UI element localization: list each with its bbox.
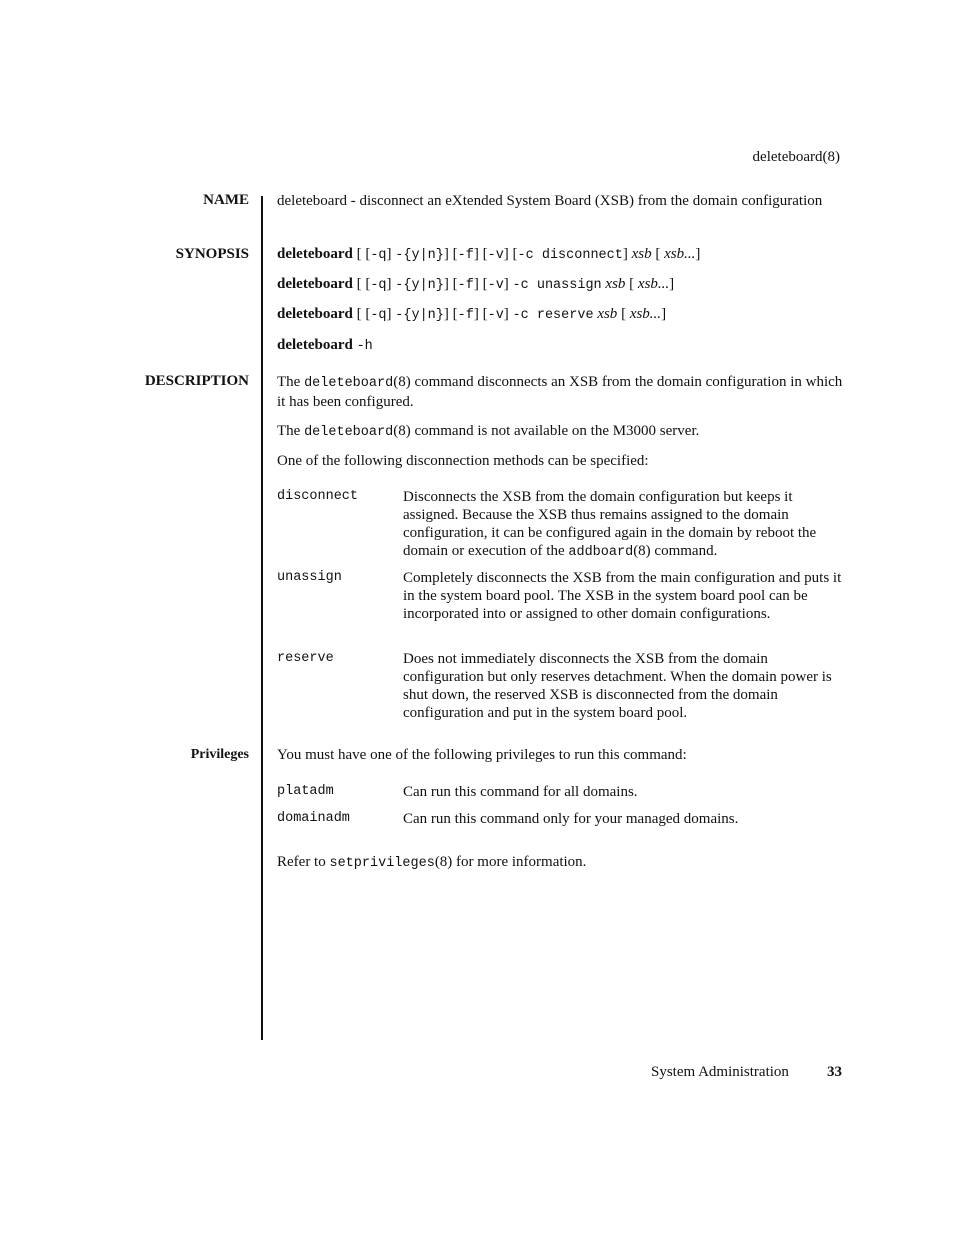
synopsis-text: ] [ — [443, 306, 458, 322]
synopsis-text: ] — [503, 276, 513, 292]
paragraph-text: Refer to — [277, 854, 330, 870]
paragraph-text: The — [277, 374, 305, 390]
synopsis-command: deleteboard — [277, 276, 353, 292]
page-number: 33 — [827, 1064, 842, 1080]
privilege-def-domainadm: Can run this command only for your managed domains. — [403, 811, 739, 827]
paragraph-text: The — [277, 423, 305, 439]
synopsis-option: -f — [457, 308, 474, 323]
synopsis-command: deleteboard — [277, 306, 353, 322]
section-divider-rule — [261, 196, 263, 1040]
synopsis-operand: xsb... — [664, 246, 696, 262]
synopsis-text: ] [ — [473, 246, 488, 262]
synopsis-line-reserve — [277, 306, 666, 323]
synopsis-line-unassign — [277, 276, 674, 293]
synopsis-text: ] [ — [443, 246, 458, 262]
synopsis-option: -c reserve — [512, 308, 594, 323]
synopsis-text: ] — [503, 306, 513, 322]
synopsis-operand: xsb... — [629, 306, 662, 322]
synopsis-line-disconnect — [277, 246, 700, 263]
synopsis-operand: xsb — [605, 276, 626, 292]
method-def-disconnect — [403, 488, 843, 562]
synopsis-text: ] — [386, 276, 396, 292]
synopsis-text: [ [ — [352, 306, 371, 322]
synopsis-text: ] [ — [503, 246, 518, 262]
privileges-intro: You must have one of the following privileges to run this command: — [277, 747, 687, 763]
synopsis-operand: xsb... — [637, 276, 670, 292]
method-term-reserve: reserve — [277, 651, 334, 666]
synopsis-command: deleteboard — [277, 246, 353, 262]
synopsis-option: -f — [457, 248, 474, 263]
footer-title: System Administration — [651, 1064, 789, 1080]
description-paragraph-2 — [277, 422, 843, 442]
synopsis-option: -q — [370, 248, 387, 263]
synopsis-text: [ — [625, 276, 638, 292]
synopsis-option: -h — [356, 339, 373, 354]
paragraph-text: (8) command is not available on the M3000 server. — [393, 423, 700, 439]
method-term-unassign: unassign — [277, 570, 342, 585]
synopsis-text: ] — [695, 246, 701, 262]
synopsis-text: ] [ — [443, 276, 458, 292]
privilege-term-domainadm: domainadm — [277, 811, 350, 826]
synopsis-operand: xsb — [597, 306, 618, 322]
privileges-refer — [277, 853, 843, 873]
paragraph-text: (8) for more information. — [434, 854, 587, 870]
synopsis-option: -v — [487, 278, 504, 293]
privilege-def-platadm: Can run this command for all domains. — [403, 784, 638, 800]
synopsis-option: -{y|n} — [395, 278, 444, 293]
synopsis-option: -{y|n} — [395, 248, 444, 263]
synopsis-option: -q — [370, 278, 387, 293]
section-label-privileges: Privileges — [190, 747, 249, 762]
synopsis-option: -q — [370, 308, 387, 323]
method-def-reserve: Does not immediately disconnects the XSB from the domain configuration but only reserves detachment. When the domain power is shut down, the reserved XSB is disconnected from the domain configuration and put in the system board pool. — [403, 651, 832, 721]
command-reference: deleteboard — [304, 425, 394, 440]
synopsis-option: -v — [487, 248, 504, 263]
synopsis-text: ] — [386, 246, 396, 262]
synopsis-text: ] — [386, 306, 396, 322]
synopsis-option: -c unassign — [512, 278, 602, 293]
definition-text: Disconnects the XSB from the domain configuration but keeps it assigned. Because the XSB thus remains assigned to the domain configuration, it can be configured again in the domain by reboot the domain or execution of the — [403, 489, 817, 559]
paragraph-text: (8) command disconnects an XSB from the domain configuration in which it has been configured. — [277, 374, 843, 410]
section-label-synopsis: SYNOPSIS — [175, 246, 249, 262]
command-reference: addboard — [568, 545, 634, 560]
synopsis-text: ] [ — [473, 276, 488, 292]
name-text: deleteboard - disconnect an eXtended System Board (XSB) from the domain configuration — [277, 193, 823, 209]
page-header-title: deleteboard(8) — [752, 149, 840, 165]
synopsis-option: -c disconnect — [517, 248, 623, 263]
synopsis-text: ] — [669, 276, 675, 292]
command-reference: deleteboard — [304, 376, 394, 391]
synopsis-option: -v — [487, 308, 504, 323]
synopsis-operand: xsb — [631, 246, 652, 262]
description-paragraph-3: One of the following disconnection methods can be specified: — [277, 453, 649, 469]
synopsis-text: [ — [617, 306, 630, 322]
synopsis-line-help — [277, 337, 373, 354]
synopsis-option: -{y|n} — [395, 308, 444, 323]
synopsis-text: ] — [661, 306, 667, 322]
synopsis-text: ] [ — [473, 306, 488, 322]
privilege-term-platadm: platadm — [277, 784, 334, 799]
description-paragraph-1 — [277, 373, 843, 411]
synopsis-option: -f — [457, 278, 474, 293]
method-def-unassign: Completely disconnects the XSB from the main configuration and puts it in the system board pool. The XSB in the system board pool can be incorporated into or assigned to other domain configurations. — [403, 570, 842, 622]
section-label-description: DESCRIPTION — [144, 373, 249, 389]
synopsis-text: [ [ — [352, 276, 371, 292]
synopsis-command: deleteboard — [277, 337, 353, 353]
definition-text: (8) command. — [633, 543, 718, 559]
synopsis-text: [ [ — [352, 246, 371, 262]
synopsis-text: ] — [622, 246, 632, 262]
command-reference: setprivileges — [329, 856, 435, 871]
synopsis-text: [ — [651, 246, 665, 262]
section-label-name: NAME — [203, 192, 249, 208]
method-term-disconnect: disconnect — [277, 489, 359, 504]
